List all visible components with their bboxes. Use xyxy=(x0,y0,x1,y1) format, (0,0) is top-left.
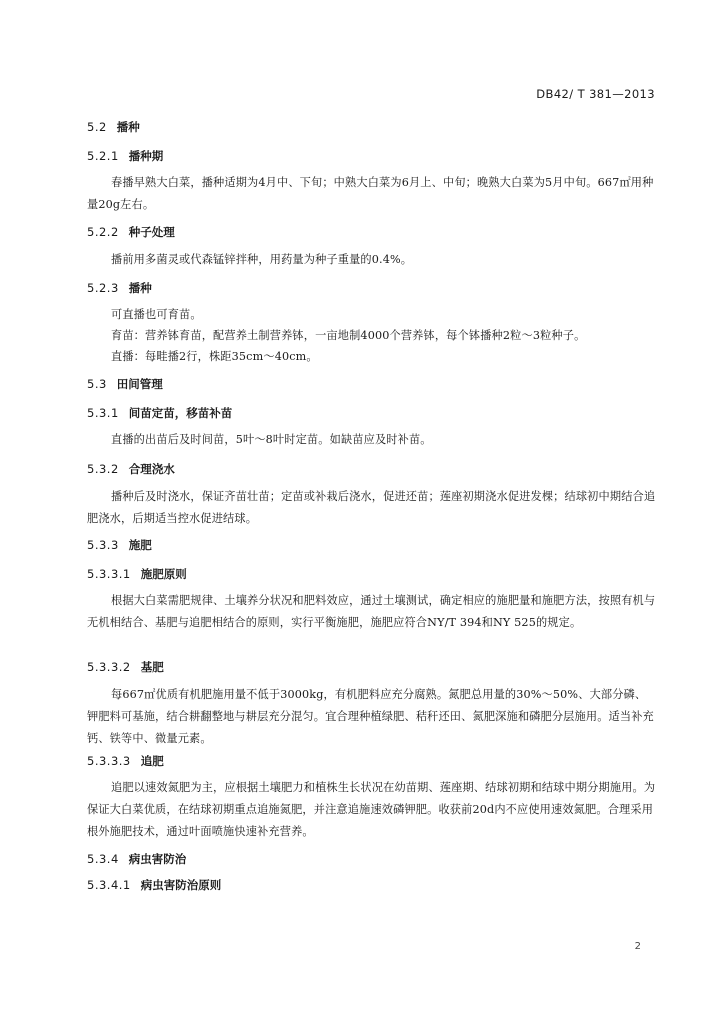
section-number: 5.3.3.1 xyxy=(87,567,131,581)
section-number: 5.3.1 xyxy=(87,406,119,420)
section-heading-5-3 xyxy=(87,376,163,392)
section-title: 间苗定苗，移苗补苗 xyxy=(128,406,233,420)
paragraph-line: 直播：每畦播2行，株距35cm～40cm。 xyxy=(111,350,318,363)
section-number: 5.3.4 xyxy=(87,852,119,866)
section-heading-5-3-1 xyxy=(87,405,232,421)
paragraph-5-3-3-3: 追肥以速效氮肥为主，应根据土壤肥力和植株生长状况在幼苗期、莲座期、结球初期和结球中期分期施用。为保证大白菜优质，在结球初期重点追施氮肥，并注意追施速效磷钾肥。收获前20d内不应使用速效氮肥。合理采用根外施肥技术，通过叶面喷施快速补充营养。 xyxy=(87,781,656,838)
section-title: 播种期 xyxy=(128,149,164,163)
section-number: 5.2.2 xyxy=(87,225,119,239)
paragraph-5-3-3-1: 根据大白菜需肥规律、土壤养分状况和肥料效应，通过土壤测试，确定相应的施肥量和施肥方法，按照有机与无机相结合、基肥与追肥相结合的原则，实行平衡施肥，施肥应符合NY/T 394和NY 525的规定。 xyxy=(87,594,656,629)
paragraph-5-3-1: 直播的出苗后及时间苗，5叶～8叶时定苗。如缺苗应及时补苗。 xyxy=(111,433,432,446)
section-heading-5-2-3 xyxy=(87,280,152,296)
section-heading-5-2-2 xyxy=(87,224,175,240)
section-title: 追肥 xyxy=(140,754,164,768)
section-heading-5-2-1 xyxy=(87,148,163,164)
page-number: 2 xyxy=(634,941,641,952)
section-title: 病虫害防治原则 xyxy=(140,878,222,892)
section-heading-5-2 xyxy=(87,119,140,135)
section-heading-5-3-2 xyxy=(87,461,175,477)
section-title: 病虫害防治 xyxy=(128,852,187,866)
section-number: 5.2.1 xyxy=(87,149,119,163)
section-title: 播种 xyxy=(116,120,140,134)
section-title: 田间管理 xyxy=(116,377,163,391)
section-number: 5.3 xyxy=(87,377,107,391)
section-number: 5.3.2 xyxy=(87,462,119,476)
section-number: 5.2.3 xyxy=(87,281,119,295)
section-title: 种子处理 xyxy=(128,225,175,239)
section-heading-5-3-3-2 xyxy=(87,659,164,675)
paragraph-5-2-2: 播前用多菌灵或代森锰锌拌种，用药量为种子重量的0.4%。 xyxy=(111,253,413,266)
section-number: 5.3.3.2 xyxy=(87,660,131,674)
section-heading-5-3-3-1 xyxy=(87,566,187,582)
section-number: 5.2 xyxy=(87,120,107,134)
section-title: 播种 xyxy=(128,281,152,295)
paragraph-line: 可直播也可育苗。 xyxy=(111,308,202,321)
section-heading-5-3-4-1 xyxy=(87,877,221,893)
section-heading-5-3-3-3 xyxy=(87,753,164,769)
section-number: 5.3.4.1 xyxy=(87,878,131,892)
section-title: 基肥 xyxy=(140,660,164,674)
standard-code: DB42/ T 381—2013 xyxy=(536,87,655,101)
section-title: 施肥 xyxy=(128,538,152,552)
section-heading-5-3-3 xyxy=(87,537,152,553)
section-number: 5.3.3 xyxy=(87,538,119,552)
section-title: 合理浇水 xyxy=(128,462,175,476)
paragraph-5-3-3-2: 每667㎡优质有机肥施用量不低于3000kg，有机肥料应充分腐熟。氮肥总用量的30%～50%、大部分磷、钾肥料可基施，结合耕翻整地与耕层充分混匀。宜合理种植绿肥、秸秆还田、氮肥深施和磷肥分层施用。适当补充钙、铁等中、微量元素。 xyxy=(87,688,654,745)
section-heading-5-3-4 xyxy=(87,851,186,867)
section-title: 施肥原则 xyxy=(140,567,187,581)
paragraph-line: 育苗：营养钵育苗，配营养土制营养钵，一亩地制4000个营养钵，每个钵播种2粒～3粒种子。 xyxy=(111,329,586,342)
section-number: 5.3.3.3 xyxy=(87,754,131,768)
paragraph-5-3-2: 播种后及时浇水，保证齐苗壮苗；定苗或补栽后浇水，促进还苗；莲座初期浇水促进发棵；结球初中期结合追肥浇水，后期适当控水促进结球。 xyxy=(87,490,656,525)
paragraph-5-2-1: 春播早熟大白菜，播种适期为4月中、下旬；中熟大白菜为6月上、中旬；晚熟大白菜为5月中旬。667㎡用种量20g左右。 xyxy=(87,176,654,211)
